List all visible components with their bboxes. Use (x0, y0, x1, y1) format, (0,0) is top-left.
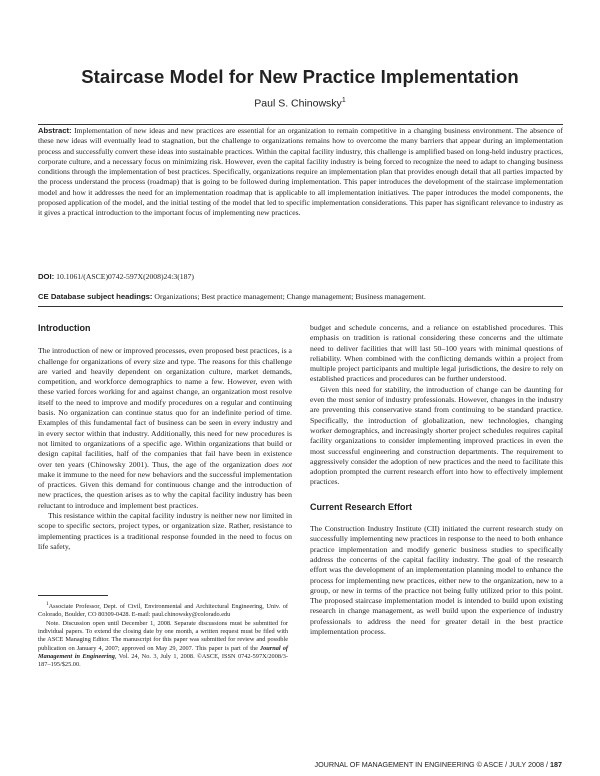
intro-p1-text: The introduction of new or improved processes, even proposed best practices, is a challenge for organizations of every size and type. The reasons for this challenge are varied and heavily dependent on organization culture, market demands, competition, and workforce demographics to name a few. However, even with these varied forces working for and against change, an organization most resolve itself to the need to improve and modify procedures on a regular and continuing basis. No organization can continue status quo for an indefinite period of time. Examples of this fundamental fact of business can be seen in every industry and in every sector within that industry. Additionally, this need for new procedures is not limited to organizations of a specific age. Within organizations that build or design capital facilities, half of the companies that fail have been in existence over ten years (Chinowsky 2001). Thus, the age of the organization (38, 346, 292, 469)
author-line (0, 97, 600, 110)
footnote-1 (38, 600, 288, 620)
note-journal-name: Journal of Management in Engineering (38, 644, 288, 660)
footnote-1-text: Associate Professor, Dept. of Civil, Environmental and Architectural Engineering, Univ. of Colorado, Boulder, CO 80309-0428. E-mail: paul.chinowsky@colorado.edu (38, 603, 288, 619)
intro-p1-italic: does not (264, 459, 293, 469)
introduction-heading: Introduction (38, 323, 91, 333)
paper-title: Staircase Model for New Practice Implementation (81, 66, 519, 87)
footnote-note (38, 620, 288, 670)
subject-headings-label: CE Database subject headings: (38, 292, 153, 301)
right-paragraph-1: budget and schedule concerns, and a reliance on established procedures. This emphasis on tradition is rational considering these concerns and the ultimate need to deliver facilities that will last 50–100 years with minimal questions of reliability. When combined with the conflicting demands within a project from multiple project participants and multiple legal jurisdictions, the desire to rely on established practices and procedures can be further understood. (310, 323, 563, 384)
footnote-1-marker: 1 (46, 601, 49, 607)
author-name: Paul S. Chinowsky (254, 97, 342, 110)
abstract-label: Abstract: (38, 126, 72, 135)
left-column (38, 323, 292, 552)
footer-page-number: 187 (550, 760, 562, 769)
right-column (310, 323, 563, 637)
right-paragraph-3: The Construction Industry Institute (CII) initiated the current research study on successfully implementing new practices in response to the need to both enhance practice implementation and modify generic business studies to specifically address the concerns of the capital facility industry. The goal of the research effort was the development of an implementation planning model to enhance the process for implementing new practices, either new to the organization, new to a group, or new in terms of the practice not being fully utilized prior to this point. The proposed staircase implementation model is intended to build upon existing research in change management, as well build upon the experience of industry professionals to address the need for greater detail in the best practice implementation process. (310, 524, 563, 637)
footnote-rule (38, 595, 108, 596)
abstract-text: Implementation of new ideas and new practices are essential for an organization to remain competitive in a changing business environment. The absence of these new ideas will eventually lead to stagnation, but the challenge to organizations remains how to overcome the many barriers that appear during an implementation process and successfully convert these ideas into sustainable practices. Within the capital facility industry, this challenge is amplified based on long-held industry practices, corporate culture, and a necessary focus on minimizing risk. However, even the capital facility industry is being forced to recognize the need to adapt to changing business conditions through the implementation of best practices. Specifically, organizations require an implementation plan that provides enough detail that all parties impacted by the process understand the process (roadmap) that is going to be followed during implementation. This paper introduces the development of the staircase implementation model and how it addresses the need for an implementation roadmap that is applicable to all implementation initiatives. The paper introduces the model components, the proposed application of the model, and the initial testing of the model that led to specific implementation considerations. This paper has significant relevance to industry as it gives a practical introduction to the important focus of implementing new practices. (38, 126, 563, 218)
abstract-bottom-rule (38, 306, 563, 307)
intro-p1-end: make it immune to the need for new behaviors and the successful implementation of practices. Given this demand for continuous change and the introduction of new practices, the question arises as to why the capital facility industry has been reluctant to introduce and implement best practices. (38, 469, 292, 510)
note-text-start: Note. Discussion open until December 1, 2008. Separate discussions must be submitted for individual papers. To extend the closing date by one month, a written request must be filed with the ASCE Managing Editor. The manuscript for this paper was submitted for review and possible publication on January 4, 2007; approved on May 29, 2007. This paper is part of the (38, 619, 288, 652)
subject-headings-value: Organizations; Best practice management; Change management; Business management. (154, 292, 426, 301)
doi-line (38, 272, 194, 281)
right-paragraph-2: Given this need for stability, the introduction of change can be daunting for even the most senior of industry professionals. However, changes in the industry are preventing this conservative stand from continuing to be standard practice. Specifically, the introduction of globalization, new technologies, changing worker demographics, and increasingly shorter project schedules requires capital facility organizations to consider implementing improved practices in even the most successful engineering and construction departments. The requirement to aggressively consider the adoption of new practices and the need to facilitate this adoption prompted the current research effort into how to effectively implement practices. (310, 384, 563, 487)
footnotes (38, 600, 288, 669)
intro-paragraph-2: This resistance within the capital facility industry is neither new nor limited in scope to specific sectors, project types, or organization size. Rather, resistance to implementing practices is a traditional response founded in the need to focus on life safety, (38, 511, 292, 551)
current-research-heading: Current Research Effort (310, 501, 413, 512)
note-text-end: , Vol. 24, No. 3, July 1, 2008. ©ASCE, ISSN 0742-597X/2008/3-187–195/$25.00. (38, 652, 288, 669)
author-footnote-marker: 1 (341, 97, 346, 104)
footer-journal: JOURNAL OF MANAGEMENT IN ENGINEERING © ASCE / JULY 2008 / (314, 760, 548, 769)
doi-value: 10.1061/(ASCE)0742-597X(2008)24:3(187) (56, 272, 194, 281)
subject-headings (38, 292, 563, 301)
page-footer (315, 760, 563, 769)
abstract (38, 126, 563, 219)
abstract-top-rule (38, 124, 563, 125)
doi-label: DOI: (38, 272, 55, 281)
intro-paragraph-1 (38, 346, 292, 511)
